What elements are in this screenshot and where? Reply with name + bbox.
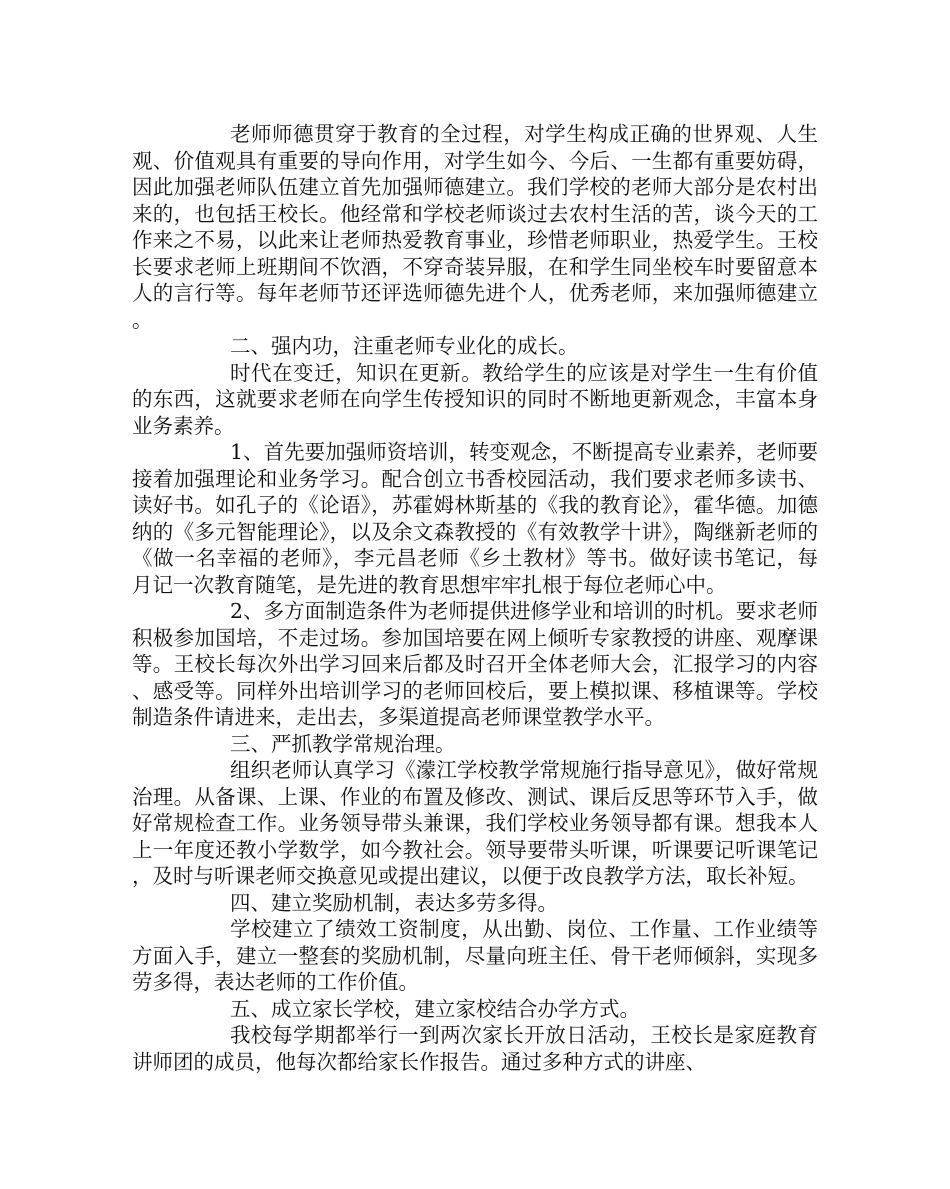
heading-section-4: 四、建立奖励机制，表达多劳多得。 (230, 890, 558, 915)
paragraph-teacher-ethics: 老师师德贯穿于教育的全过程，对学生构成正确的世界观、人生观、价值观具有重要的导向作用，对学生如今、今后、一生都有重要妨碍，因此加强老师队伍建立首先加强师德建立。我们学校的老师大部分是农村出来的，也包括王校长。他经常和学校老师谈过去农村生活的苦，谈今天的工作来之不易，以此来让老师热爱教育事业，珍惜老师职业，热爱学生。王校长要求老师上班期间不饮酒，不穿奇装异服，在和学生同坐校车时要留意本人的言行等。每年老师节还评选师德先进个人，优秀老师，来加强师德建立。 (132, 122, 818, 332)
paragraph-parent-school: 我校每学期都举行一到两次家长开放日活动，王校长是家庭教育讲师团的成员，他每次都给家长作报告。通过多种方式的讲座、 (132, 1023, 818, 1074)
paragraph-item-1-training: 1、首先要加强师资培训，转变观念，不断提高专业素养，老师要接着加强理论和业务学习。配合创立书香校园活动，我们要求老师多读书、读好书。如孔子的《论语》，苏霍姆林斯基的《我的教育论》，霍华德。加德纳的《多元智能理论》，以及余文森教授的《有效教学十讲》，陶继新老师的《做一名幸福的老师》，李元昌老师《乡土教材》等书。做好读书笔记，每月记一次教育随笔，是先进的教育思想牢牢扎根于每位老师心中。 (132, 440, 818, 597)
heading-section-5: 五、成立家长学校，建立家校结合办学方式。 (230, 996, 640, 1021)
document-page (132, 121, 818, 1075)
paragraph-routine-management: 组织老师认真学习《濛江学校教学常规施行指导意见》，做好常规治理。从备课、上课、作业的布置及修改、测试、课后反思等环节入手，做好常规检查工作。业务领导带头兼课，我们学校业务领导都有课。想我本人上一年度还教小学数学，如今教社会。领导要带头听课，听课要记听课笔记，及时与听课老师交换意见或提出建议，以便于改良教学方法，取长补短。 (132, 758, 818, 888)
heading-section-2: 二、强内功，注重老师专业化的成长。 (230, 334, 579, 358)
paragraph-reward-mechanism: 学校建立了绩效工资制度，从出勤、岗位、工作量、工作业绩等方面入手，建立一整套的奖励机制，尽量向班主任、骨干老师倾斜，实现多劳多得，表达老师的工作价值。 (132, 917, 818, 994)
heading-section-3: 三、严抓教学常规治理。 (230, 731, 456, 756)
paragraph-item-2-conditions: 2、多方面制造条件为老师提供进修学业和培训的时机。要求老师积极参加国培，不走过场。参加国培要在网上倾听专家教授的讲座、观摩课等。王校长每次外出学习回来后都及时召开全体老师大会，汇报学习的内容、感受等。同样外出培训学习的老师回校后，要上模拟课、移植课等。学校制造条件请进来，走出去，多渠道提高老师课堂教学水平。 (132, 599, 818, 729)
paragraph-knowledge-update: 时代在变迁，知识在更新。教给学生的应该是对学生一生有价值的东西，这就要求老师在向学生传授知识的同时不断地更新观念，丰富本身业务素养。 (132, 360, 818, 438)
